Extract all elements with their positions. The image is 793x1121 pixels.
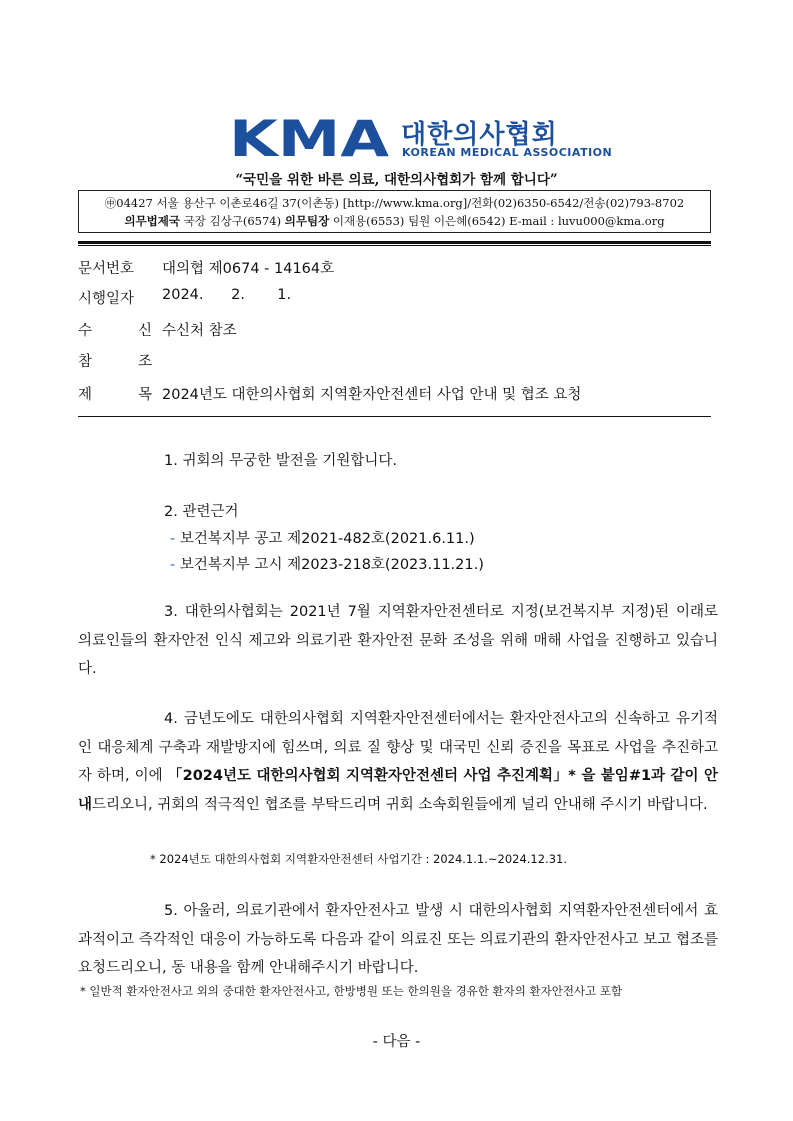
list-item: - 보건복지부 고시 제2023-218호(2023.11.21.) [170,557,484,573]
paragraph-4: 4. 금년도에도 대한의사협회 지역환자안전센터에서는 환자안전사고의 신속하고 유기적인 대응체계 구축과 재발방지에 힘쓰며, 의료 질 향상 및 대국민 신뢰 증진을 목표로 사업을 추진하고자 하며, 이에 「2024년도 대한의사협회 지역환자안전센터 사업 추진계획」* 을 붙임#1과 같이 안내드리오니, 귀회의 적극적인 협조를 부탁드리며 귀회 소속회원들에게 널리 안내해 주시기 바랍니다. [78,711,718,813]
contact-address: ㊥04427 서울 용산구 이촌로46길 37(이촌동) [http://www.kma.org]/전화(02)6350-6542/전송(02)793-8702 [104,196,685,210]
meta-label: 문서번호 [78,261,135,277]
paragraph-5: 5. 아울러, 의료기관에서 환자안전사고 발생 시 대한의사협회 지역환자안전센터에서 효과적이고 즉각적인 대응이 가능하도록 다음과 같이 의료진 또는 의료기관의 환자안전사고 보고 협조를 요청드리오니, 동 내용을 함께 안내해주시기 바랍니다. [78,903,718,976]
svg-text:KMA: KMA [229,116,390,160]
footnote-period: * 2024년도 대한의사협회 지역환자안전센터 사업기간 : 2024.1.1.~2024.12.31. [150,852,568,866]
kma-logo [229,116,613,160]
kma-logo-mark [229,116,391,160]
meta-label: 수 신 [78,323,152,339]
paragraph-3: 3. 대한의사협회는 2021년 7월 지역환자안전센터로 지정(보건복지부 지정)된 이래로 의료인들의 환자안전 인식 제고와 의료기관 환자안전 문화 조성을 위해 매해 사업을 진행하고 있습니다. [78,604,718,677]
dash-bullet: - [170,557,176,573]
meta-value: 2024. 2. 1. [162,287,292,303]
team-contacts: 이재용(6553) 팀원 이은혜(6542) E-mail : luvu000@kma.org [329,214,665,228]
footnote-scope: * 일반적 환자안전사고 외의 중대한 환자안전사고, 한방병원 또는 한의원을 경유한 환자의 환자안전사고 포함 [80,984,623,998]
divider-thin [78,245,711,246]
slogan: “국민을 위한 바른 의료, 대한의사협회가 함께 합니다” [235,172,558,188]
meta-value: 대의협 제0674 - 14164호 [162,261,335,277]
attachment-notice: 「2024년도 대한의사협회 지역환자안전센터 사업 추진계획」* 을 붙임#1과 같이 안내 [78,768,718,813]
meta-value: 2024년도 대한의사협회 지역환자안전센터 사업 안내 및 협조 요청 [162,387,582,403]
meta-label: 제 목 [78,387,152,403]
contact-staff [79,213,710,229]
dash-bullet: - [170,531,176,547]
org-english-name: KOREAN MEDICAL ASSOCIATION [402,146,613,159]
paragraph-1: 1. 귀회의 무궁한 발전을 기원합니다. [164,453,397,469]
divider-thick [78,241,711,244]
dept-label: 의무법제국 [124,214,180,228]
team-label: 의무팀장 [284,214,330,228]
contact-box [78,190,711,233]
meta-label: 참 조 [78,354,152,370]
org-korean-name: 대한의사협회 [401,120,558,150]
divider-meta-bottom [78,416,711,417]
paragraph-2-title: 2. 관련근거 [164,504,239,520]
dept-director: 국장 김상구(6574) [179,214,285,228]
meta-label: 시행일자 [78,291,135,307]
list-item: - 보건복지부 공고 제2021-482호(2021.6.11.) [170,531,475,547]
next-marker: - 다음 - [372,1034,421,1050]
meta-value: 수신처 참조 [162,323,237,339]
